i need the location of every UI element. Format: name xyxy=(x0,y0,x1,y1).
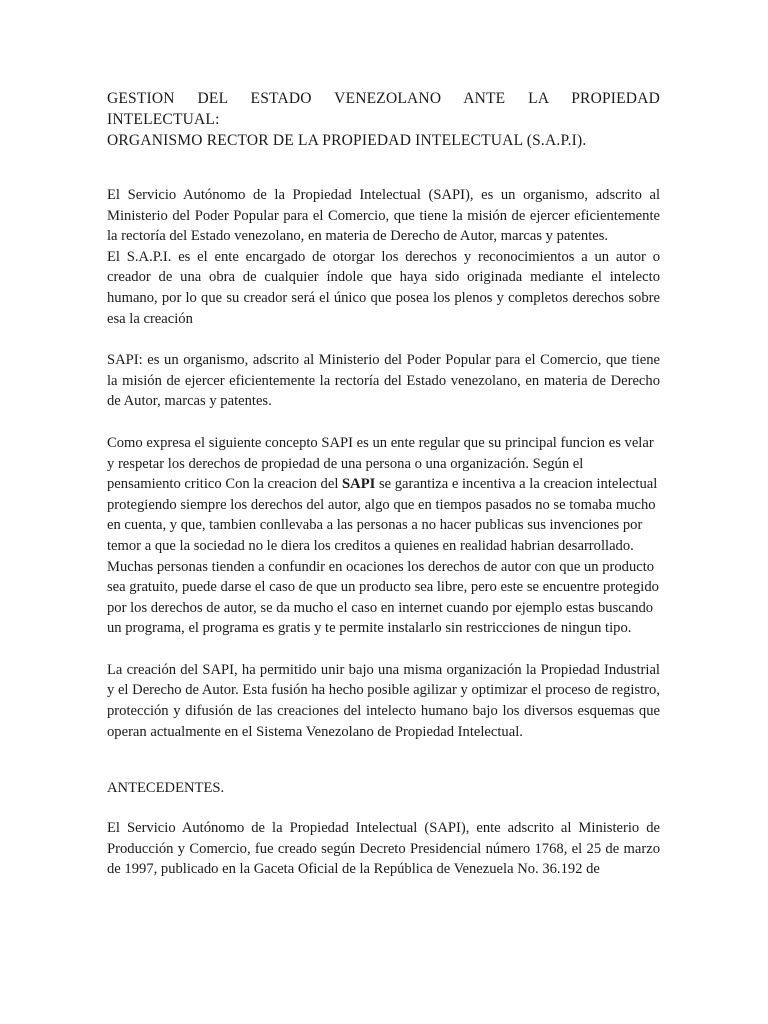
paragraph-sapi-summary: SAPI: es un organismo, adscrito al Ministerio del Poder Popular para el Comercio, que tiene la misión de ejercer eficientemente la rectoría del Estado venezolano, en materia de Derecho de Autor, marcas y patentes. xyxy=(107,352,660,410)
paragraph-concept-part-1: Como expresa el siguiente concepto SAPI es un ente regular que su principal funcion es velar y respetar los derechos de propiedad de una persona o una organización. Según el pensamiento critico Con la creacion del xyxy=(107,434,654,493)
title-line-1: GESTION DEL ESTADO VENEZOLANO ANTE LA PROPIEDAD INTELECTUAL: xyxy=(107,90,660,128)
paragraph-antecedentes: El Servicio Autónomo de la Propiedad Intelectual (SAPI), ente adscrito al Ministerio de Producción y Comercio, fue creado según Decreto Presidencial número 1768, el 25 de marzo de 1997, publicado en la Gaceta Oficial de la República de Venezuela No. 36.192 de xyxy=(107,820,660,878)
paragraph-sapi-concept xyxy=(107,433,660,639)
paragraph-concept-part-2: se garantiza e incentiva a la creacion intelectual protegiendo siempre los derechos del autor, algo que en tiempos pasados no se tomaba mucho en cuenta, y que, tambien conllevaba a las personas a no hacer publicas sus invenciones por temor a que la sociedad no le diera los creditos a quienes en realidad habrian desarrollado. Muchas personas tienden a confundir en ocaciones los derechos de autor con que un producto sea gratuito, puede darse el caso de que un producto sea libre, pero este se encuentre protegido por los derechos de autor, se da mucho el caso en internet cuando por ejemplo estas buscando un programa, el programa es gratis y te permite instalarlo sin restricciones de ningun tipo. xyxy=(107,476,659,637)
sapi-bold-term: SAPI xyxy=(342,476,376,493)
heading-antecedentes: ANTECEDENTES. xyxy=(107,780,225,797)
paragraph-sapi-definition: El Servicio Autónomo de la Propiedad Intelectual (SAPI), es un organismo, adscrito al Ministerio del Poder Popular para el Comercio, que tiene la misión de ejercer eficientemente la rectoría del Estado venezolano, en materia de Derecho de Autor, marcas y patentes. xyxy=(107,187,660,245)
paragraph-sapi-creation: La creación del SAPI, ha permitido unir bajo una misma organización la Propiedad Industrial y el Derecho de Autor. Esta fusión ha hecho posible agilizar y optimizar el proceso de registro, protección y difusión de las creaciones del intelecto humano bajo los diversos esquemas que operan actualmente en el Sistema Venezolano de Propiedad Intelectual. xyxy=(107,661,660,740)
paragraph-sapi-role: El S.A.P.I. es el ente encargado de otorgar los derechos y reconocimientos a un autor o creador de una obra de cualquier índole que haya sido originada mediante el intelecto humano, por lo que su creador será el único que posea los plenos y completos derechos sobre esa la creación xyxy=(107,248,660,327)
title-line-2: ORGANISMO RECTOR DE LA PROPIEDAD INTELECTUAL (S.A.P.I). xyxy=(107,132,587,149)
document-title xyxy=(107,88,660,151)
